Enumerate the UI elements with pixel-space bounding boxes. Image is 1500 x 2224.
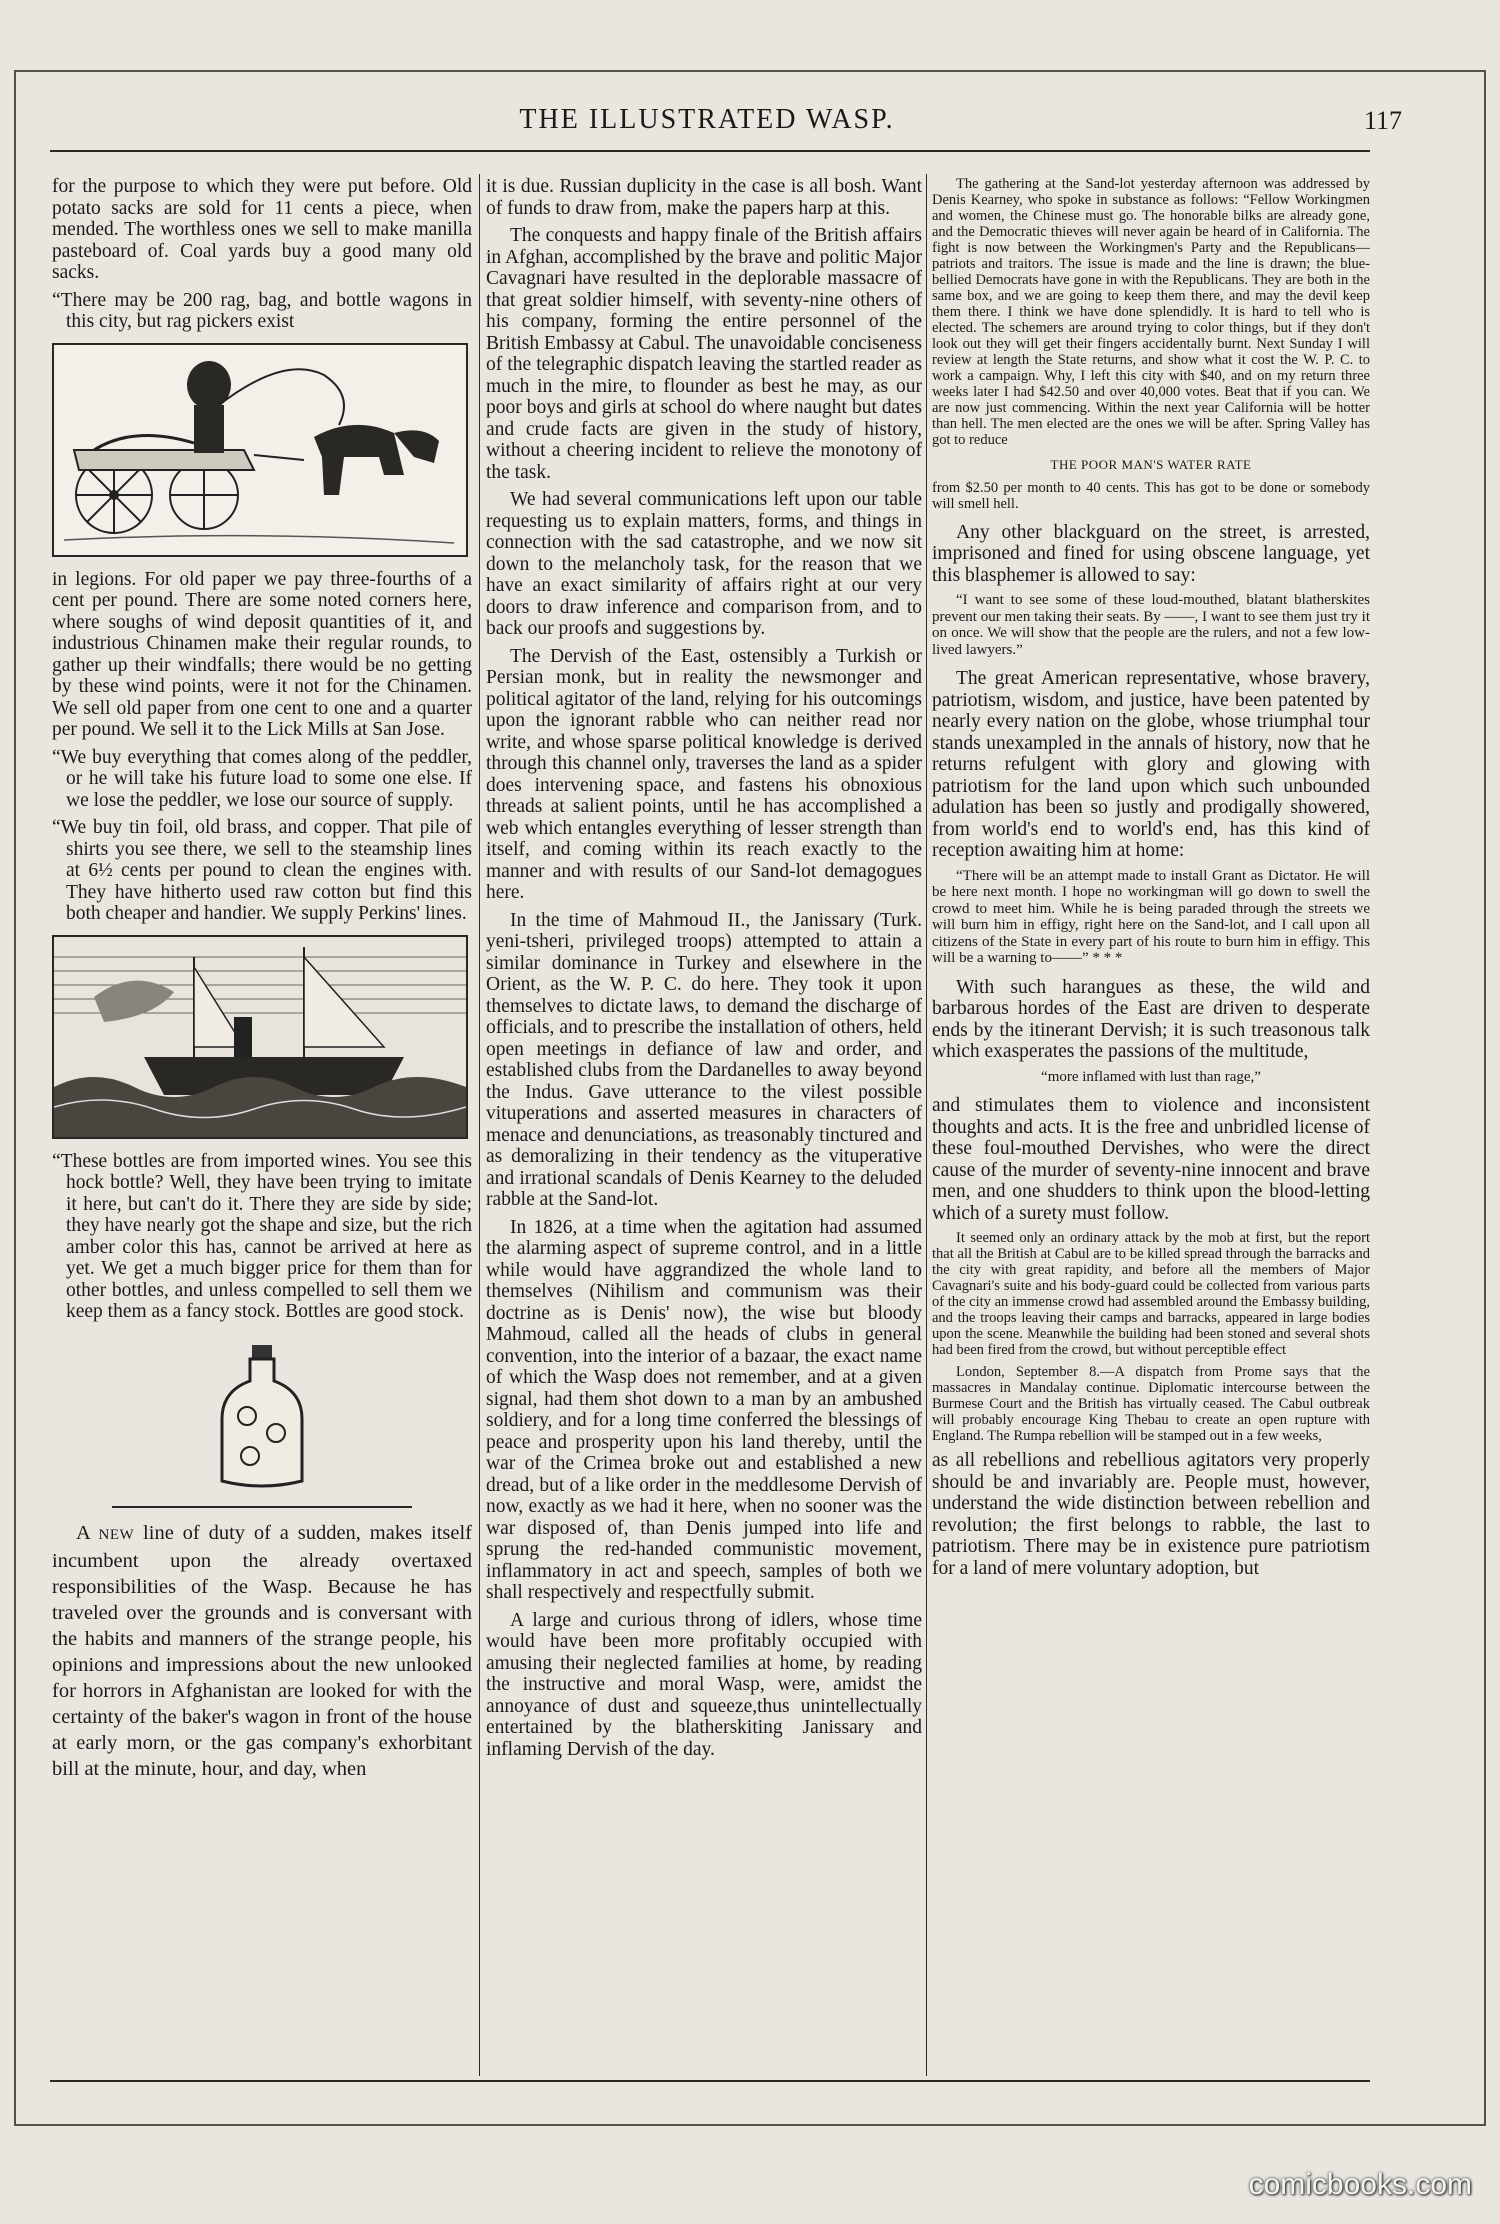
quoted-heading: THE POOR MAN'S WATER RATE xyxy=(1050,457,1252,472)
publication-title: THE ILLUSTRATED WASP. xyxy=(519,104,895,135)
page-number: 117 xyxy=(1363,106,1402,135)
small-caps: NEW xyxy=(98,1526,135,1543)
quoted-report: It seemed only an ordinary attack by the mob at first, but the report that all the British at Cabul are to be killed spread through the barracks and the city with great rapidity, and before all the members of Major Cavagnari's suite and his body-guard could be collected from various parts of the city an immense crowd had assembled around the Embassy building, and the troops leaving their camps and barracks, appeared in large bodies upon the scene. Meanwhile the building had been stoned and several shots had been fired from the crowd, but without perceptible effect xyxy=(932,1230,1370,1358)
paragraph: In 1826, at a time when the agitation had assumed the alarming aspect of supreme control, and in a little while would have aggrandized the whole land to themselves (Nihilism and communism was their doctrine as is Denis' now), the wise but bloody Mahmoud, called all the heads of clubs in general convention, into the interior of a bazaar, the exact name of which the Wasp does not remember, and at a given signal, had them shot down to a man by an ambushed soldiery, and for a long time conferred the blessings of peace and prosperity upon his land thereby, until the war of the Crimea broke out and established a new dread, but of a like order in the meddlesome Dervish of now, exactly as we had it here, when no sooner was the war disposed of, than Denis jumped into life and sprung the red-handed communistic movement, inflammatory in act and speech, samples of both we shall respectively and respectfully submit. xyxy=(486,1216,922,1603)
paragraph: The great American representative, whose bravery, patriotism, wisdom, and justice, have been patented by nearly every nation on the globe, whose triumphal tour stands unexampled in the annals of history, now that he returns refulgent with glory and glowing with patriotism for the land upon which such unbounded adulation has been so justly and prodigally showered, from world's end to world's end, has this kind of reception awaiting him at home: xyxy=(932,668,1370,861)
paragraph: and stimulates them to violence and inconsistent thoughts and acts. It is the free and unbridled license of these foul-mouthed Dervishes, who were the direct cause of the murder of seventy-nine innocent and brave men, and one shudders to think upon the blood-letting which of a surety must follow. xyxy=(932,1095,1370,1224)
section-rule xyxy=(112,1506,412,1508)
footer-rule xyxy=(50,2080,1370,2082)
paragraph: Any other blackguard on the street, is arrested, imprisoned and fined for using obscene language, yet this blasphemer is allowed to say: xyxy=(932,521,1370,586)
paragraph: We had several communications left upon our table requesting us to explain matters, forms, and things in connection with the sad catastrophe, and we now sit down to the melancholy task, for the reason that we have an exact similarity of affairs right at our very doors to draw inference and comparison from, and to back our proofs and suggestions by. xyxy=(486,489,922,639)
column-rule xyxy=(926,174,927,2076)
quoted-report: The gathering at the Sand-lot yesterday afternoon was addressed by Denis Kearney, who spoke in substance as follows: “Fellow Workingmen and women, the Chinese must go. The honorable bilks are already gone, and the Democratic thieves will never again be heard of in California. The fight is now between the Workingmen's Party and the Republicans—patriots and traitors. The issue is made and the line is drawn; the blue-bellied Democrats have gone in with the Republicans. They are both in the same box, and we are going to keep them there, and may the devil keep them there. I think we have done splendidly. It is hard to tell who is elected. The schemers are around trying to color things, but if they don't look out they will get their fingers accidentally burnt. Next Sunday I will review at length the State returns, and show what it cost the W. P. C. to work a campaign. Why, I left this city with $40, and on my return three weeks later I had $42.50 and over 40,000 votes. Beat that if you can. We are now just commencing. Within the next year California will be hotter than hell. The men elected are the ones we will be after. Spring Valley has got to reduce xyxy=(932,176,1370,448)
paragraph: “We buy everything that comes along of the peddler, or he will take his future load to some one else. If we lose the peddler, we lose our source of supply. xyxy=(52,746,472,811)
paragraph: The Dervish of the East, ostensibly a Turkish or Persian monk, but in reality the newsmonger and political agitator of the land, relying for his outcomings upon the ignorant rabble who can neither read nor write, and whose sparse political knowledge is derived through this channel only, traverses the land as a spider does intervening space, and fastens his obnoxious threads at salient points, until he has accomplished a web which entangles everything of lesser strength than itself, and coming within its reach exactly to the manner and with results of our Sand-lot demagogues here. xyxy=(486,645,922,903)
quotation: “I want to see some of these loud-mouthed, blatant blatherskites prevent our men taking their seats. By ——, I want to see them just try it on once. We will show that the people are the rulers, and not a few low-lived lawyers.” xyxy=(932,592,1370,658)
paragraph: “We buy tin foil, old brass, and copper. That pile of shirts you see there, we sell to the steamship lines at 6½ cents per pound to clean the engines with. They have hitherto used raw cotton but find this both cheaper and handier. We supply Perkins' lines. xyxy=(52,817,472,924)
paragraph: “These bottles are from imported wines. You see this hock bottle? Well, they have been trying to imitate it here, but can't do it. There they are side by side; they have nearly got the shape and size, but the rich amber color this has, cannot be arrived at here as yet. We get a much bigger price for them than for other bottles, and unless compelled to sell them we keep them as a fancy stock. Bottles are good stock. xyxy=(52,1150,472,1322)
quotation: “There will be an attempt made to install Grant as Dictator. He will be here next month. I hope no workingman will go down to swell the crowd to meet him. While he is being paraded through the streets we will burn him in effigy, right here on the Sand-lot, and I call upon all citizens of the State in every part of his route to burn him in effigy. This will be a warning to——” * * * xyxy=(932,867,1370,966)
text-run: line of duty of a sudden, makes itself incumbent upon the already overtaxed responsibilities of the Wasp. Because he has traveled over the grounds and is conversant with the habits and manners of the strange people, his opinions and impressions about the new unlooked for horrors in Afghanistan are looked for with the certainty of the baker's wagon in front of the house at early morn, or the gas company's exhorbitant bill at the minute, hour, and day, when xyxy=(52,1521,472,1780)
column-1 xyxy=(52,176,472,2076)
drop-letter: A xyxy=(76,1521,90,1544)
paragraph: A large and curious throng of idlers, whose time would have been more profitably occupied with amusing their neglected families at home, by reading the instructive and moral Wasp, were, amidst the annoyance of dust and squeeze,thus unintellectually entertained by the blatherskiting Janissary and inflaming Dervish of the day. xyxy=(486,1609,922,1760)
paragraph: as all rebellions and rebellious agitators very properly should be and invariably are. People must, however, understand the wide distinction between rebellion and revolution; the first belongs to rabble, the last to patriotism. There may be in existence pure patriotism for a land of mere voluntary adoption, but xyxy=(932,1450,1370,1579)
quotation: “more inflamed with lust than rage,” xyxy=(1041,1068,1261,1085)
wagon-illustration xyxy=(52,343,468,557)
paragraph: for the purpose to which they were put before. Old potato sacks are sold for 11 cents a piece, when mended. The worthless ones we sell to make manilla pasteboard of. Coal yards buy a good many old sacks. xyxy=(52,176,472,283)
paragraph xyxy=(52,1520,472,1782)
column-3 xyxy=(932,176,1370,2076)
paragraph: in legions. For old paper we pay three-fourths of a cent per pound. There are some noted corners here, where soughs of wind deposit quantities of it, and industrious Chinamen make their regular rounds, to gather up their windfalls; there would be no getting by these wind points, were it not for the Chinamen. We sell old paper from one cent to one and a quarter per pound. We sell it to the Lick Mills at San Jose. xyxy=(52,568,472,740)
quoted-report: from $2.50 per month to 40 cents. This has got to be done or somebody will smell hell. xyxy=(932,479,1370,512)
paragraph: The conquests and happy finale of the British affairs in Afghan, accomplished by the brave and politic Major Cavagnari have resulted in the deplorable massacre of that great soldier himself, with seventy-nine others of his company, forming the entire personnel of the British Embassy at Cabul. The unavoidable conciseness of the telegraphic dispatch leaving the startled reader as much in the mire, to flounder as best he may, as our poor boys and girls at school do where naught but dates and crude facts are given in the study of history, without a cheering incident to relieve the monotony of the task. xyxy=(486,225,922,483)
bottle-illustration xyxy=(52,1341,472,1496)
watermark: comicbooks.com xyxy=(1248,2168,1472,2201)
header-rule xyxy=(50,150,1370,152)
ship-illustration xyxy=(52,935,468,1139)
paragraph: With such harangues as these, the wild and barbarous hordes of the East are driven to desperate ends by the itinerant Dervish; it is such treasonous talk which exasperates the passions of the multitude, xyxy=(932,976,1370,1062)
paragraph: it is due. Russian duplicity in the case is all bosh. Want of funds to draw from, make the papers harp at this. xyxy=(486,176,922,219)
page-header xyxy=(22,104,1402,148)
column-rule xyxy=(479,174,480,2076)
paragraph: In the time of Mahmoud II., the Janissary (Turk. yeni-tsheri, privileged troops) attempted to attain a similar dominance in Turkey and elsewhere in the Orient, as the W. P. C. do here. They took it upon themselves to dictate laws, to demand the discharge of officials, and to prescribe the installation of others, held open meetings in defiance of law and order, and established clubs from the Dardanelles to away beyond the Indus. Gave utterance to the vilest possible vituperations and asserted measures in characters of menace and denunciations, as treasonably tinctured and as demoralizing in their tendency as the vituperative and irrational scandals of Denis Kearney to the deluded rabble at the Sand-lot. xyxy=(486,909,922,1210)
quoted-report: London, September 8.—A dispatch from Prome says that the massacres in Mandalay continue. Diplomatic intercourse between the Burmese Court and the British has virtually ceased. The Cabul outbreak will probably encourage King Thebau to create an open rupture with England. The Rumpa rebellion will be stamped out in a few weeks, xyxy=(932,1364,1370,1444)
column-2 xyxy=(486,176,922,2076)
paragraph: “There may be 200 rag, bag, and bottle wagons in this city, but rag pickers exist xyxy=(52,289,472,332)
